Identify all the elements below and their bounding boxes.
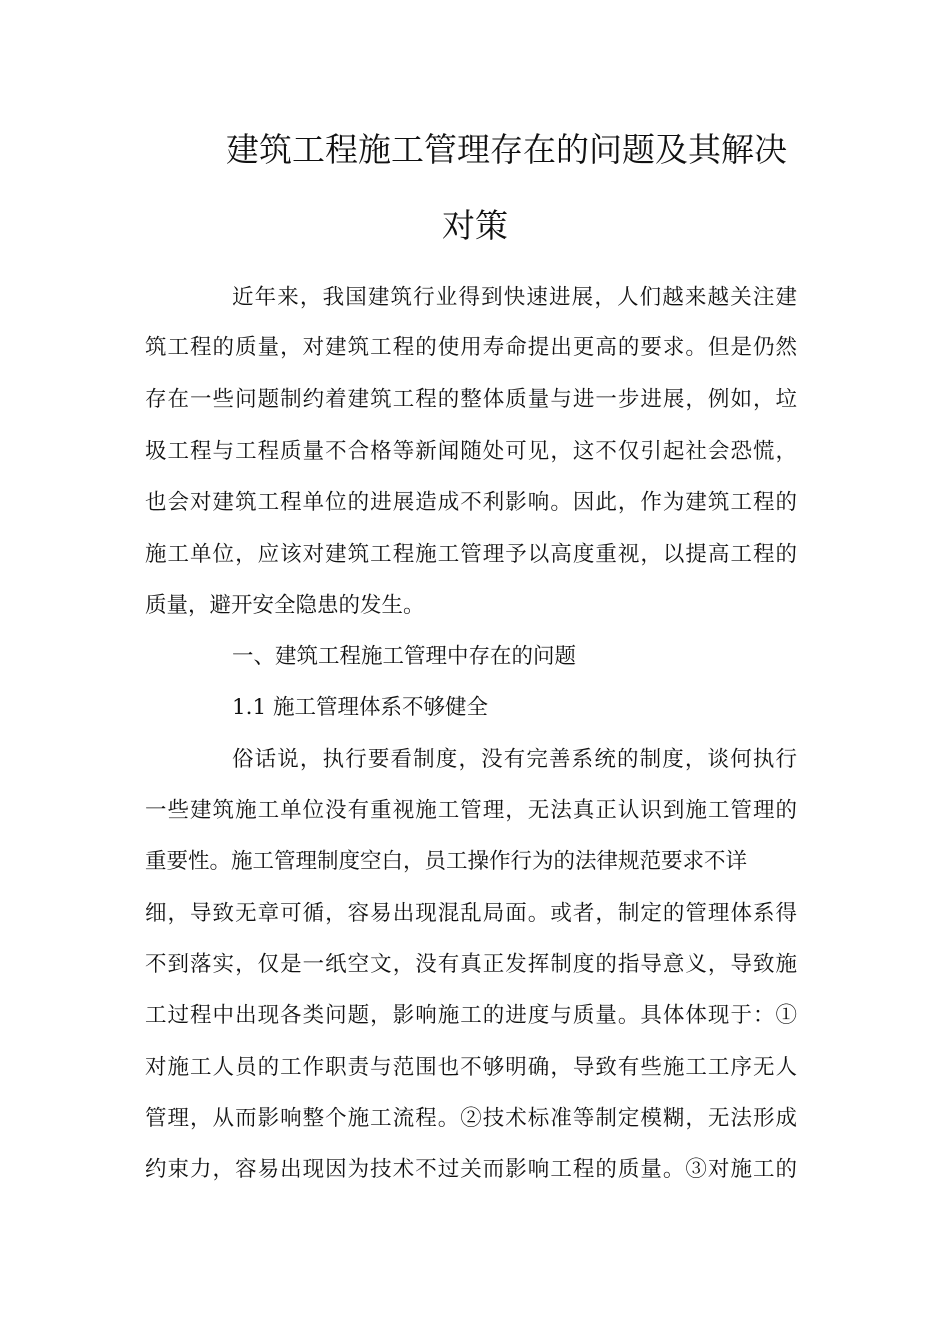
paragraph-line: 俗话说，执行要看制度，没有完善系统的制度，谈何执行: [232, 747, 797, 772]
paragraph-line: 重要性。施工管理制度空白，员工操作行为的法律规范要求不详: [145, 849, 748, 874]
paragraph-line: 不到落实，仅是一纸空文，没有真正发挥制度的指导意义，导致施: [145, 952, 797, 977]
paragraph-line: 一些建筑施工单位没有重视施工管理，无法真正认识到施工管理的: [145, 798, 797, 823]
paragraph-line: 也会对建筑工程单位的进展造成不利影响。因此，作为建筑工程的: [145, 490, 797, 515]
section-heading: 一、建筑工程施工管理中存在的问题: [232, 644, 577, 669]
document-title-line-2: 对策: [442, 206, 508, 245]
paragraph-line: 存在一些问题制约着建筑工程的整体质量与进一步进展，例如，垃: [145, 387, 797, 412]
paragraph-line: 细，导致无章可循，容易出现混乱局面。或者，制定的管理体系得: [145, 901, 797, 926]
paragraph-line: 圾工程与工程质量不合格等新闻随处可见，这不仅引起社会恐慌，: [145, 439, 797, 464]
paragraph-line: 质量，避开安全隐患的发生。: [145, 593, 425, 618]
subsection-heading: 1.1 施工管理体系不够健全: [232, 695, 489, 720]
paragraph-line: 近年来，我国建筑行业得到快速进展，人们越来越关注建: [232, 285, 797, 310]
paragraph-line: 筑工程的质量，对建筑工程的使用寿命提出更高的要求。但是仍然: [145, 335, 797, 360]
paragraph-line: 对施工人员的工作职责与范围也不够明确，导致有些施工工序无人: [145, 1055, 797, 1080]
paragraph-line: 管理，从而影响整个施工流程。②技术标准等制定模糊，无法形成: [145, 1106, 797, 1131]
paragraph-line: 工过程中出现各类问题，影响施工的进度与质量。具体体现于：①: [145, 1003, 797, 1028]
paragraph-line: 施工单位，应该对建筑工程施工管理予以高度重视，以提高工程的: [145, 542, 797, 567]
document-title-line-1: 建筑工程施工管理存在的问题及其解决: [226, 130, 787, 169]
paragraph-line: 约束力，容易出现因为技术不过关而影响工程的质量。③对施工的: [145, 1157, 797, 1182]
